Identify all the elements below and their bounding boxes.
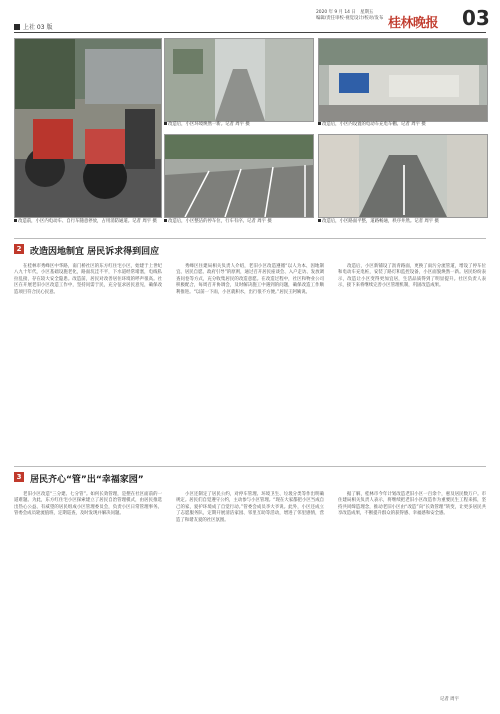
caption-bullet-icon: [14, 219, 17, 222]
section-2-paragraph-3: 改造后，小区新铺设了沥青路面，更换了雨污分流管道，增设了停车位和电动车充电桩，安装了路灯和监控设备，小区面貌焕然一新。居民纷纷表示，改造让小区变得更加宜居，生活品质得到了明显提升。社区负责人表示，接下来将继续完善小区管理机制，巩固改造成果。: [338, 264, 486, 289]
photo-lane-image: [165, 39, 313, 121]
caption-text: 改造前，小区内电动车、自行车随意停放，占用消防通道。记者 周宇 摄: [18, 219, 157, 224]
caption-text: 改造后，小区内设置的电动车充电车棚。记者 周宇 摄: [322, 122, 426, 127]
photo-charging-shed: [318, 38, 488, 122]
section-2-paragraph-2: 秀峰区住建局相关负责人介绍，老旧小区改造遵循“以人为本、因地制宜、居民自愿、政府引导”的原则，通过召开居民座谈会、入户走访、发放调查问卷等方式，充分收集居民的改造意愿。在改造过程中，社区和物业公司积极配合，每周召开协调会，及时解决施工中遇到的问题，确保改造工作顺利推进。“以前一下雨，小区就积水，出行很不方便。”居民王阿姨说。: [176, 264, 324, 295]
photo-scooters-caption: [14, 219, 160, 225]
section-rule: [14, 238, 486, 239]
newspaper-logo: 桂林晚报: [388, 16, 439, 31]
caption-text: 改造后，小区环境焕然一新。记者 周宇 摄: [168, 122, 250, 127]
photo-road-image: [319, 135, 487, 217]
photo-parking-caption: [164, 219, 312, 225]
section-2-column-3: [338, 264, 486, 290]
photo-scooters-image: [15, 39, 161, 217]
section-3-paragraph-1: 老旧小区改造“三分建、七分管”。如何长效管理，是摆在社区面前的一道难题。为此，东方红住宅小区探索建立了居民自治管理模式，由居民推选出热心公益、有威望的居民组成小区管理委员会，负责小区日常管理事务。管委会成员轮流值班，定期巡查，及时发现并解决问题。: [14, 492, 162, 517]
caption-bullet-icon: [164, 122, 167, 125]
photo-parking: [164, 134, 314, 218]
section-3-column-3: [338, 492, 486, 518]
page-number: 03: [462, 6, 490, 30]
header-rule: [14, 32, 486, 33]
article-signoff: 记者 周宇: [440, 697, 459, 702]
page-section-label: [14, 22, 52, 31]
photo-scooters: [14, 38, 162, 218]
section-marker-icon: [14, 24, 20, 30]
section-2-number: 2: [14, 244, 24, 254]
caption-bullet-icon: [318, 122, 321, 125]
caption-bullet-icon: [318, 219, 321, 222]
photo-road-caption: [318, 219, 486, 225]
section-2-column-1: [14, 264, 162, 296]
photo-charging-shed-caption: [318, 122, 486, 128]
photo-lane: [164, 38, 314, 122]
section-label-text: 上社 03 版: [23, 24, 53, 31]
photo-road: [318, 134, 488, 218]
photo-charging-shed-image: [319, 39, 487, 121]
section-3-column-1: [14, 492, 162, 518]
section-3-title: 居民齐心“管”出“幸福家园”: [30, 475, 144, 485]
section-2-paragraph-1: 在桂林市秀峰区中华路，南门桥社区的东方红住宅小区，始建于上世纪八九十年代，小区基础设施老化，路面坑洼不平，下水道经常堵塞，电线私拉乱接，存在较大安全隐患。改造前，居民对改善居住环境的呼声很高。社区在开展老旧小区改造工作中，坚持问需于民，充分征求居民意见，确保改造项目符合民心民意。: [14, 264, 162, 295]
date-line: 2020 年 9 月 14 日 星期五: [316, 10, 374, 15]
section-2-column-2: [176, 264, 324, 296]
section-rule: [14, 466, 486, 467]
section-3-column-2: [176, 492, 324, 524]
section-2-title: 改造因地制宜 居民诉求得到回应: [30, 247, 160, 257]
photo-parking-image: [165, 135, 313, 217]
section-3-number: 3: [14, 472, 24, 482]
section-3-paragraph-2: 小区还制定了居民公约，对停车管理、环境卫生、垃圾分类等作出明确规定。居民们自觉遵守公约，主动参与小区管理。“现在大家都把小区当成自己的家，爱护环境成了自觉行动。”管委会成员李大爷说。此外，小区还成立了志愿服务队，定期开展清洁家园、邻里互助等活动，增进了邻里感情，营造了和谐友爱的社区氛围。: [176, 492, 324, 523]
caption-bullet-icon: [164, 219, 167, 222]
section-3-paragraph-3: 据了解，桂林市今年计划改造老旧小区一百余个，惠及居民数万户。市住建局相关负责人表示，将继续把老旧小区改造作为重要民生工程来抓，坚持共同缔造理念，推动老旧小区由“改造”向“长效管理”转变，让更多居民共享改造成果，不断提升群众的获得感、幸福感和安全感。: [338, 492, 486, 517]
editor-line: 编辑/责任审校·视觉设计/校对/发布: [316, 16, 384, 21]
caption-text: 改造后，小区整洁的停车位，行车有序。记者 周宇 摄: [168, 219, 272, 224]
photo-lane-caption: [164, 122, 312, 128]
caption-text: 改造后，小区路面平整，道路畅通，秩序井然。记者 周宇 摄: [322, 219, 439, 224]
